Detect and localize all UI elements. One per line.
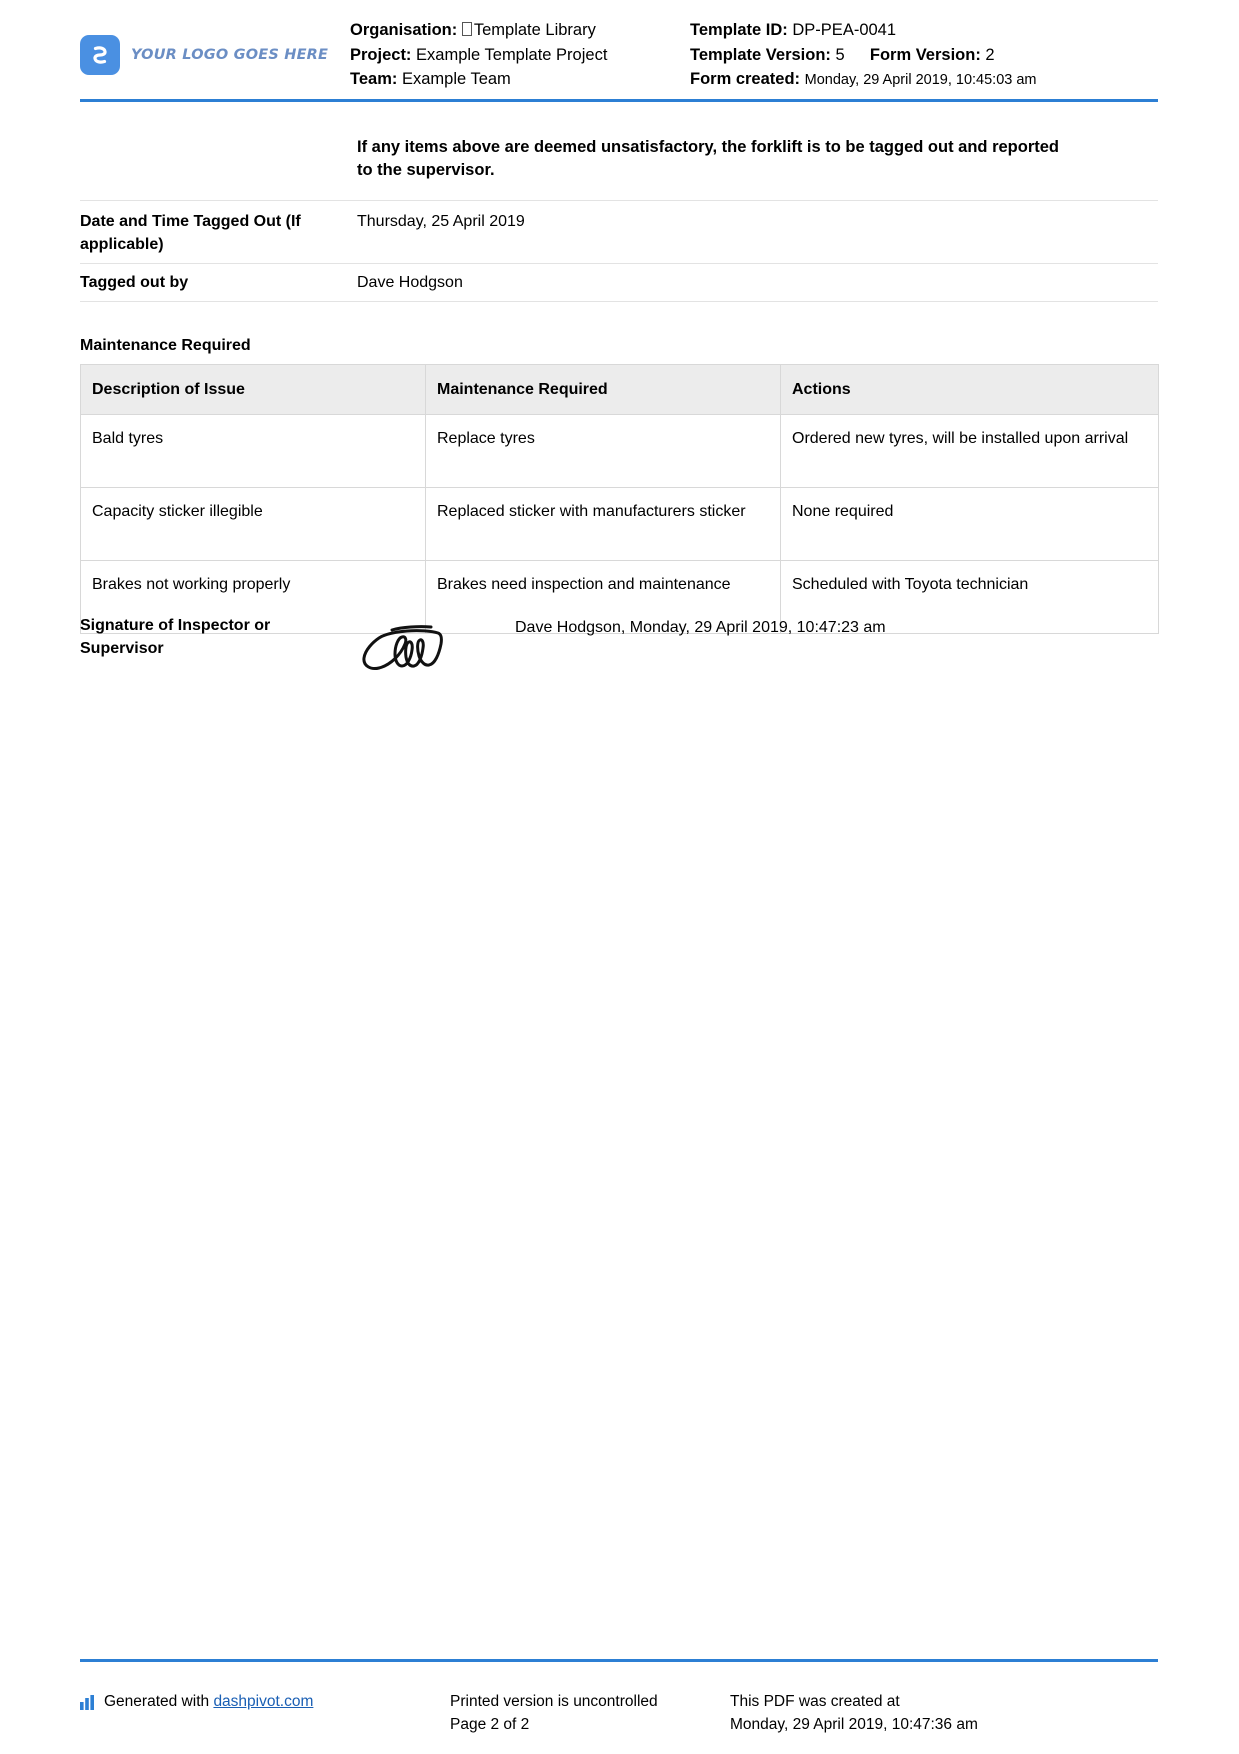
header-organisation — [350, 18, 690, 43]
generated-with-prefix: Generated with — [104, 1693, 214, 1710]
column-header-description: Description of Issue — [81, 365, 426, 415]
form-created-value: Monday, 29 April 2019, 10:45:03 am — [804, 72, 1037, 88]
signature-label: Signature of Inspector or Supervisor — [80, 617, 271, 657]
tagged-out-by-value: Dave Hodgson — [357, 274, 463, 291]
page-number: Page 2 of 2 — [450, 1716, 530, 1733]
form-version-label: Form Version: — [869, 45, 981, 64]
footer-pdf-created — [730, 1690, 1130, 1736]
template-version-value: 5 — [835, 45, 845, 64]
header-project — [350, 43, 690, 68]
header-meta-left — [350, 18, 690, 92]
team-label: Team: — [350, 70, 398, 88]
pdf-created-value: Monday, 29 April 2019, 10:47:36 am — [730, 1716, 978, 1733]
project-value: Example Template Project — [416, 45, 608, 64]
dashpivot-logo-icon — [80, 35, 120, 75]
cell-actions: Ordered new tyres, will be installed upon arrival — [781, 415, 1159, 488]
field-row-tagged-out-by — [80, 271, 1158, 294]
table-header-row — [81, 365, 1159, 415]
header-form-created — [690, 67, 1130, 93]
tagged-out-by-label: Tagged out by — [80, 274, 189, 291]
date-tagged-out-label: Date and Time Tagged Out (If applicable) — [80, 213, 301, 253]
template-version-label: Template Version: — [690, 45, 831, 64]
handwritten-signature-icon — [357, 614, 515, 683]
cell-maintenance: Replace tyres — [426, 415, 781, 488]
logo-text: YOUR LOGO GOES HERE — [131, 47, 329, 63]
header-team — [350, 67, 690, 92]
organisation-label: Organisation: — [350, 21, 458, 39]
dashpivot-link[interactable]: dashpivot.com — [213, 1693, 314, 1710]
organisation-value: Template Library — [473, 21, 596, 39]
header-accent-rule — [80, 99, 1158, 102]
maintenance-required-section-title: Maintenance Required — [80, 337, 251, 354]
cell-actions: None required — [781, 488, 1159, 561]
template-id-label: Template ID: — [690, 21, 788, 39]
project-label: Project: — [350, 45, 412, 64]
bar-chart-icon — [80, 1690, 96, 1717]
header-template-id — [690, 18, 1130, 43]
team-value: Example Team — [401, 70, 511, 88]
table-row — [81, 415, 1159, 488]
document-footer — [80, 1690, 1158, 1736]
cell-description: Bald tyres — [81, 415, 426, 488]
pdf-created-label: This PDF was created at — [730, 1693, 900, 1710]
print-notice: Printed version is uncontrolled — [450, 1693, 658, 1710]
column-header-maintenance: Maintenance Required — [426, 365, 781, 415]
form-version-value: 2 — [985, 45, 995, 64]
missing-glyph-icon — [462, 22, 472, 36]
column-header-actions: Actions — [781, 365, 1159, 415]
divider-above-maintenance-section — [80, 301, 1158, 302]
signature-row — [80, 614, 1158, 683]
footer-generated-with — [80, 1690, 450, 1736]
form-created-label: Form created: — [690, 70, 801, 88]
footer-accent-rule — [80, 1659, 1158, 1662]
table-row — [81, 488, 1159, 561]
header-meta-right — [690, 18, 1130, 93]
maintenance-required-table — [80, 364, 1159, 634]
generated-with-text — [104, 1690, 313, 1713]
field-row-date-tagged-out — [80, 210, 1158, 256]
signature-name-timestamp: Dave Hodgson, Monday, 29 April 2019, 10:47:23 am — [515, 619, 886, 636]
unsatisfactory-notice: If any items above are deemed unsatisfactory, the forklift is to be tagged out and reported to the supervisor. — [357, 138, 1060, 179]
header-versions — [690, 43, 1130, 68]
divider-above-date-field — [80, 200, 1158, 201]
cell-description: Capacity sticker illegible — [81, 488, 426, 561]
logo-block — [80, 18, 350, 75]
footer-print-info — [450, 1690, 730, 1736]
date-tagged-out-value: Thursday, 25 April 2019 — [357, 213, 525, 230]
cell-actions: Scheduled with Toyota technician — [781, 561, 1159, 634]
document-header — [80, 18, 1160, 93]
cell-maintenance: Replaced sticker with manufacturers sticker — [426, 488, 781, 561]
cell-description: Brakes not working properly — [81, 561, 426, 634]
cell-maintenance: Brakes need inspection and maintenance — [426, 561, 781, 634]
template-id-value: DP-PEA-0041 — [792, 21, 897, 39]
divider-above-tagged-out-by — [80, 263, 1158, 264]
